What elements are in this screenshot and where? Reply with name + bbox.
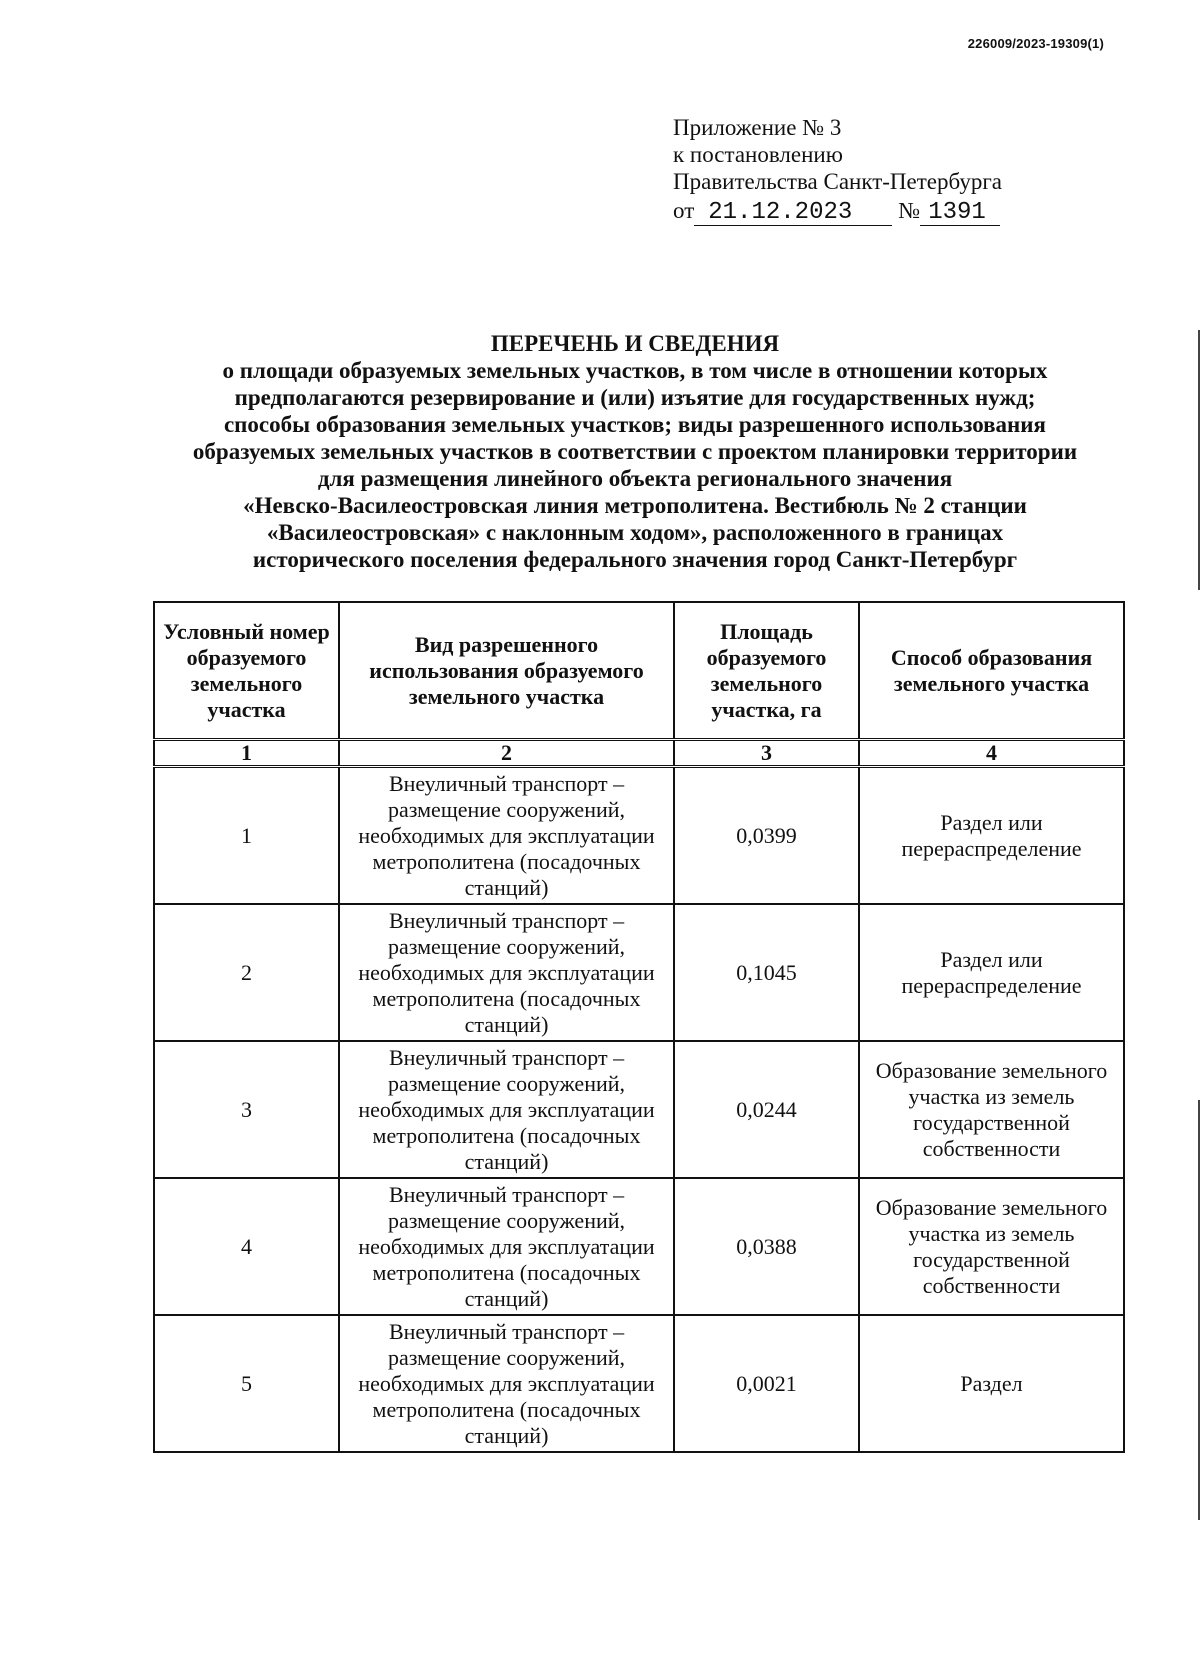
appendix-block [673, 114, 1002, 226]
permitted-use-cell: Внеуличный транспорт – размещение сооружений, необходимых для эксплуатации метрополитена (посадочных станций) [339, 1041, 674, 1178]
title-line: предполагаются резервирование и (или) изъятие для государственных нужд; [234, 385, 1036, 410]
date-label: от [673, 198, 695, 223]
title-line: образуемых земельных участков в соответствии с проектом планировки территории [192, 439, 1078, 464]
title-line: о площади образуемых земельных участков, в том числе в отношении которых [222, 358, 1048, 383]
permitted-use-cell: Внеуличный транспорт – размещение сооружений, необходимых для эксплуатации метрополитена (посадочных станций) [339, 1315, 674, 1452]
plot-number-cell: 5 [154, 1315, 339, 1452]
table-row [154, 767, 1124, 905]
table-row [154, 1041, 1124, 1178]
document-registration-number: 226009/2023-19309(1) [967, 36, 1104, 51]
formation-method-cell: Раздел или перераспределение [859, 767, 1124, 905]
title-line: «Невско-Василеостровская линия метрополитена. Вестибюль № 2 станции [243, 493, 1027, 518]
plot-number-cell: 3 [154, 1041, 339, 1178]
title-line: для размещения линейного объекта регионального значения [317, 466, 953, 491]
permitted-use-cell: Внеуличный транспорт – размещение сооружений, необходимых для эксплуатации метрополитена (посадочных станций) [339, 767, 674, 905]
plot-number-cell: 4 [154, 1178, 339, 1315]
area-cell: 0,0244 [674, 1041, 859, 1178]
plot-number-cell: 1 [154, 767, 339, 905]
column-number-row [154, 740, 1124, 767]
header-area: Площадь образуемого земельного участка, га [674, 602, 859, 740]
column-number: 2 [339, 740, 674, 767]
area-cell: 0,1045 [674, 904, 859, 1041]
formation-method-cell: Образование земельного участка из земель государственной собственности [859, 1178, 1124, 1315]
table-header-row [154, 602, 1124, 740]
table-row [154, 1315, 1124, 1452]
title-line: исторического поселения федерального значения город Санкт-Петербург [252, 547, 1018, 572]
table-row [154, 1178, 1124, 1315]
table-row [154, 904, 1124, 1041]
land-plots-table [153, 601, 1125, 1453]
title-line: «Василеостровская» с наклонным ходом», расположенного в границах [266, 520, 1004, 545]
formation-method-cell: Образование земельного участка из земель государственной собственности [859, 1041, 1124, 1178]
header-plot-number: Условный номер образуемого земельного участка [154, 602, 339, 740]
title-line: способы образования земельных участков; виды разрешенного использования [223, 412, 1047, 437]
header-permitted-use: Вид разрешенного использования образуемого земельного участка [339, 602, 674, 740]
area-cell: 0,0388 [674, 1178, 859, 1315]
appendix-number: Приложение № 3 [673, 115, 842, 140]
formation-method-cell: Раздел или перераспределение [859, 904, 1124, 1041]
appendix-date-row [673, 197, 1002, 226]
area-cell: 0,0021 [674, 1315, 859, 1452]
appendix-issuer: Правительства Санкт-Петербурга [673, 169, 1002, 194]
number-label: № [898, 198, 921, 223]
column-number: 3 [674, 740, 859, 767]
permitted-use-cell: Внеуличный транспорт – размещение сооружений, необходимых для эксплуатации метрополитена (посадочных станций) [339, 1178, 674, 1315]
area-cell: 0,0399 [674, 767, 859, 905]
column-number: 1 [154, 740, 339, 767]
appendix-reference: к постановлению [673, 142, 843, 167]
document-title [60, 330, 1200, 573]
decree-number: 1391 [920, 201, 1000, 226]
column-number: 4 [859, 740, 1124, 767]
header-formation-method: Способ образования земельного участка [859, 602, 1124, 740]
title-heading: ПЕРЕЧЕНЬ И СВЕДЕНИЯ [490, 331, 780, 356]
plot-number-cell: 2 [154, 904, 339, 1041]
decree-date: 21.12.2023 [694, 201, 892, 226]
permitted-use-cell: Внеуличный транспорт – размещение сооружений, необходимых для эксплуатации метрополитена (посадочных станций) [339, 904, 674, 1041]
formation-method-cell: Раздел [859, 1315, 1124, 1452]
